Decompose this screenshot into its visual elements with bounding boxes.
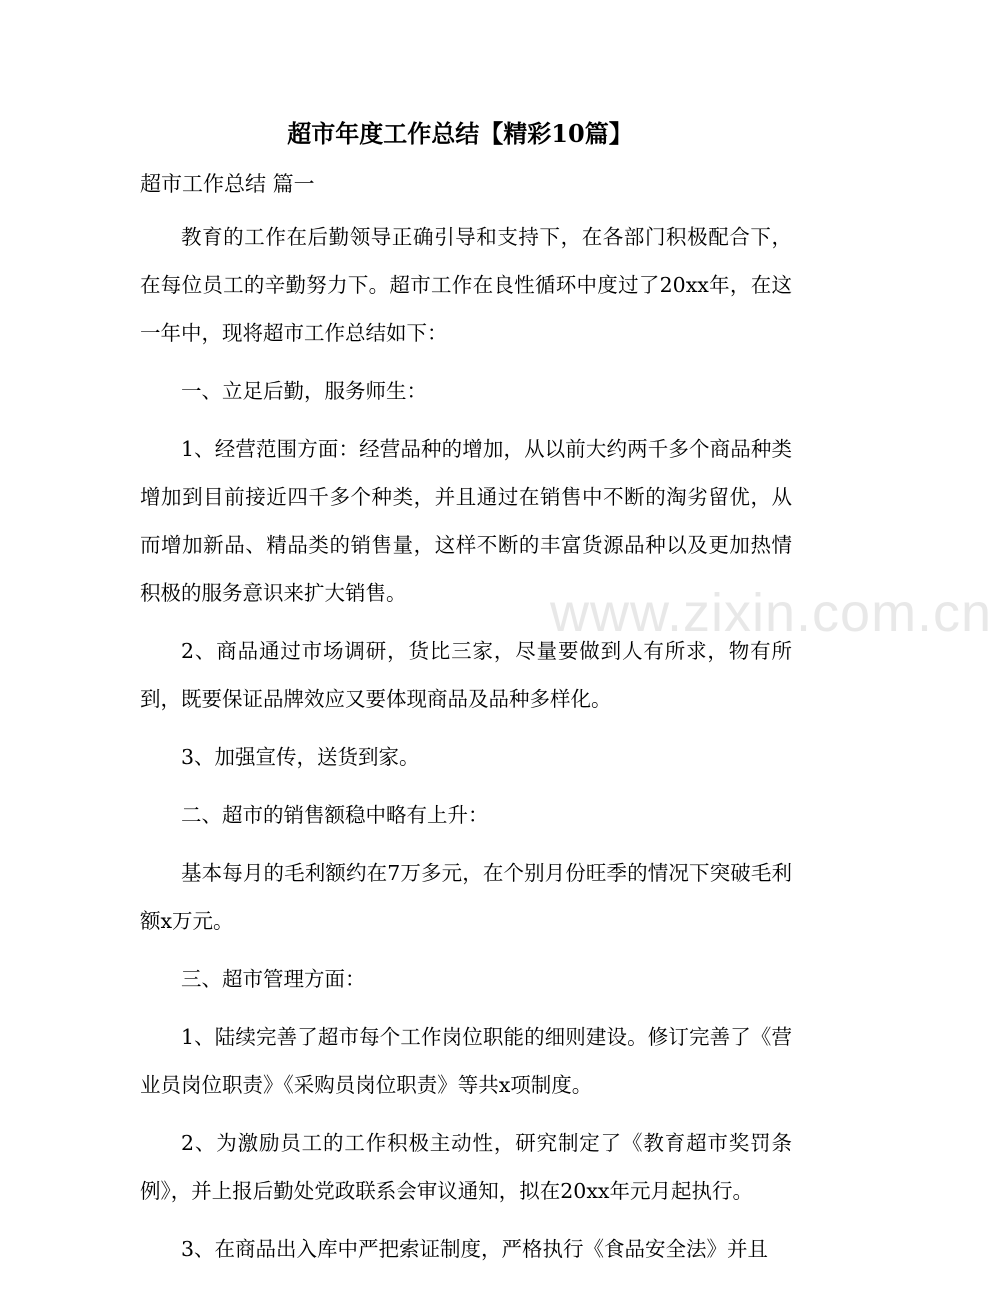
section-heading: 超市工作总结 篇一 xyxy=(140,172,315,196)
document-body xyxy=(140,213,792,1283)
document-title: 超市年度工作总结【精彩10篇】 xyxy=(287,119,633,148)
paragraph-3-2: 2、为激励员工的工作积极主动性，研究制定了《教育超市奖罚条例》，并上报后勤处党政联系会审议通知，拟在20xx年元月起执行。 xyxy=(140,1131,792,1203)
paragraph-3-1: 1、陆续完善了超市每个工作岗位职能的细则建设。修订完善了《营业员岗位职责》《采购员岗位职责》等共x项制度。 xyxy=(140,1025,792,1097)
paragraph-1-2: 2、商品通过市场调研，货比三家，尽量要做到人有所求，物有所到，既要保证品牌效应又要体现商品及品种多样化。 xyxy=(140,639,792,711)
section-heading-1: 一、立足后勤，服务师生： xyxy=(181,379,427,403)
paragraph-1-1: 1、经营范围方面：经营品种的增加，从以前大约两千多个商品种类增加到目前接近四千多个种类，并且通过在销售中不断的淘劣留优，从而增加新品、精品类的销售量，这样不断的丰富货源品种以及更加热情积极的服务意识来扩大销售。 xyxy=(140,437,792,605)
paragraph-2-1: 基本每月的毛利额约在7万多元，在个别月份旺季的情况下突破毛利额x万元。 xyxy=(140,861,792,933)
paragraph-1-3: 3、加强宣传，送货到家。 xyxy=(181,745,420,769)
paragraph-3-3: 3、在商品出入库中严把索证制度，严格执行《食品安全法》并且 xyxy=(181,1237,769,1261)
intro-paragraph: 教育的工作在后勤领导正确引导和支持下，在各部门积极配合下，在每位员工的辛勤努力下。超市工作在良性循环中度过了20xx年，在这一年中，现将超市工作总结如下： xyxy=(140,225,792,345)
section-heading-2: 二、超市的销售额稳中略有上升： xyxy=(181,803,489,827)
section-heading-3: 三、超市管理方面： xyxy=(181,967,366,991)
watermark: www.zixin.com.cn xyxy=(550,583,992,643)
